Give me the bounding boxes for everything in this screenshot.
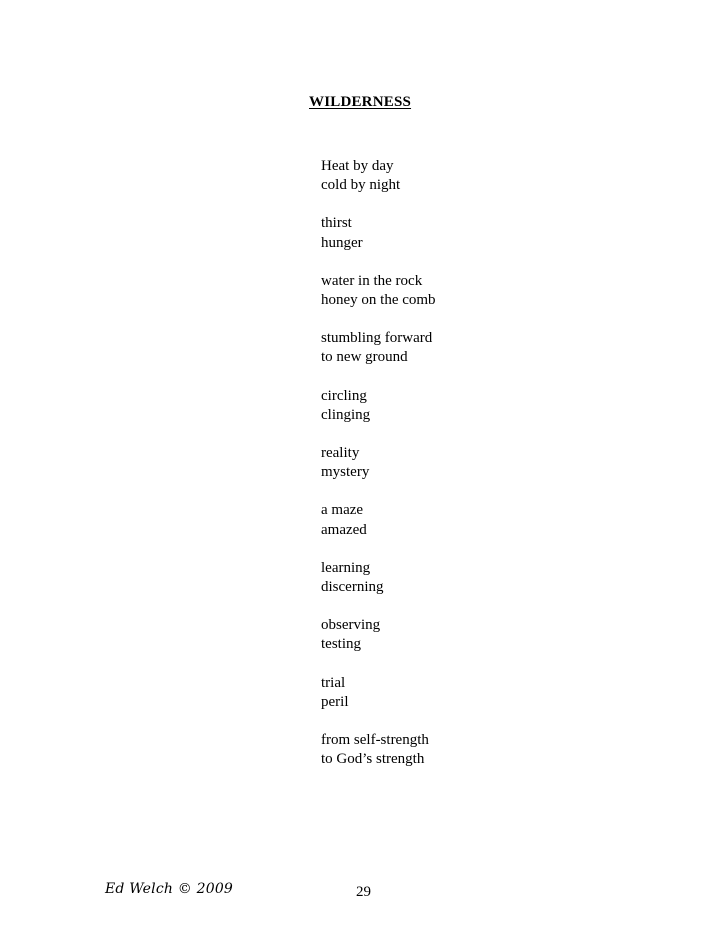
poem-line: Heat by day xyxy=(321,158,394,174)
poem-line: thirst xyxy=(321,215,352,232)
poem-line: a maze xyxy=(321,502,364,519)
stanza xyxy=(321,387,436,425)
poem-line: trial xyxy=(321,674,346,691)
poem-line: circling xyxy=(321,387,367,404)
poem-line: peril xyxy=(321,693,349,710)
poem-line: testing xyxy=(321,636,361,653)
poem-title: WILDERNESS xyxy=(309,94,412,110)
poem-line: clinging xyxy=(321,406,371,423)
poem-line: to God’s strength xyxy=(321,751,425,768)
poem-line: water in the rock xyxy=(321,272,423,289)
poem-line: honey on the comb xyxy=(321,292,436,309)
poem-line: observing xyxy=(321,617,381,634)
stanza xyxy=(321,214,436,252)
stanza xyxy=(321,559,436,597)
poem-line: learning xyxy=(321,559,371,576)
footer-author: Ed Welch © 2009 xyxy=(105,881,234,897)
stanza xyxy=(321,616,436,654)
stanza xyxy=(321,444,436,482)
page-number: 29 xyxy=(356,884,371,900)
stanza xyxy=(321,501,436,539)
poem-line: to new ground xyxy=(321,349,408,366)
poem-line: stumbling forward xyxy=(321,330,433,347)
poem-line: amazed xyxy=(321,521,367,538)
poem-line: hunger xyxy=(321,234,363,251)
stanza xyxy=(321,272,436,310)
stanza xyxy=(321,157,436,195)
poem-line: from self-strength xyxy=(321,732,429,749)
poem-line: reality xyxy=(321,445,360,462)
poem-body xyxy=(321,157,436,788)
poem-line: mystery xyxy=(321,464,370,481)
stanza xyxy=(321,329,436,367)
stanza xyxy=(321,731,436,769)
stanza xyxy=(321,674,436,712)
poem-line: cold by night xyxy=(321,177,401,194)
poem-line: discerning xyxy=(321,579,384,596)
